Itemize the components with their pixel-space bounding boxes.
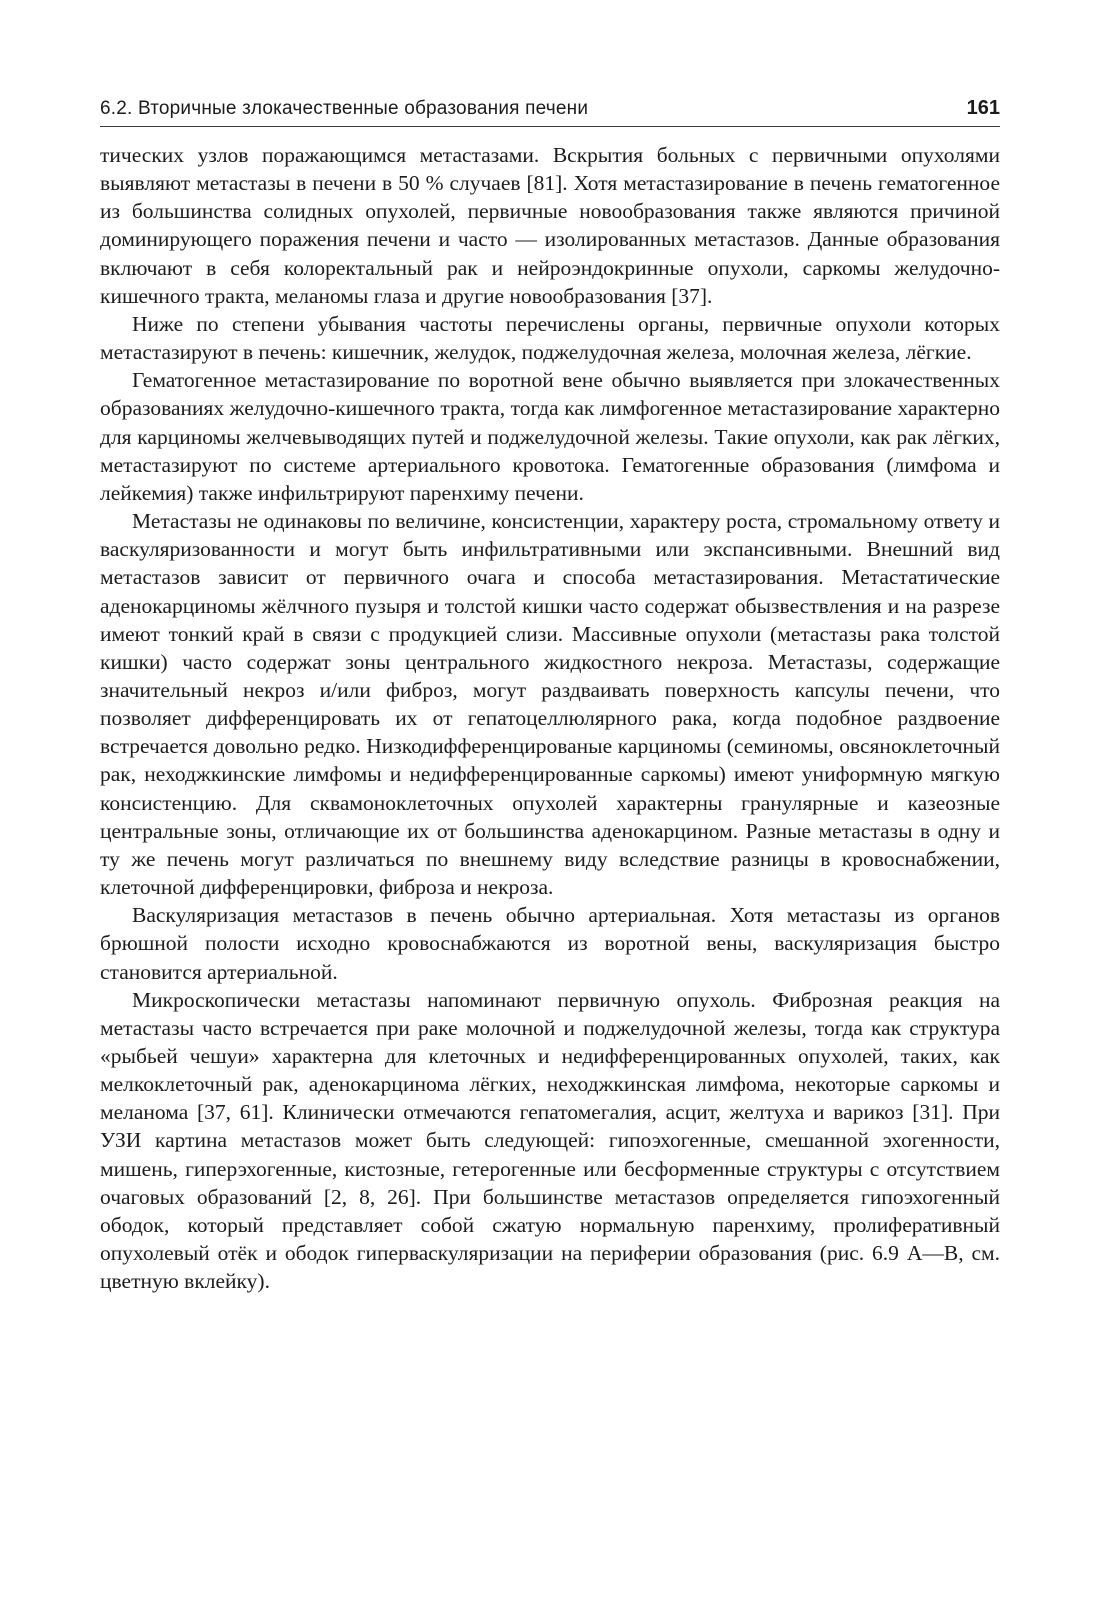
page-body xyxy=(100,141,1000,1295)
paragraph: Васкуляризация метастазов в печень обычно артериальная. Хотя метастазы из органов брюшной полости исходно кровоснабжаются из воротной вены, васкуляризация быстро становится артериальной. xyxy=(100,903,1000,984)
running-header-title: 6.2. Вторичные злокачественные образования печени xyxy=(100,98,589,119)
paragraph: Метастазы не одинаковы по величине, консистенции, характеру роста, стромальному ответу и васкуляризованности и могут быть инфильтративными или экспансивными. Внешний вид метастазов зависит от первичного очага и способа метастазирования. Метастатические аденокарциномы жёлчного пузыря и толстой кишки часто содержат обызвествления и на разрезе имеют тонкий край в связи с продукцией слизи. Массивные опухоли (метастазы рака толстой кишки) часто содержат зоны центрального жидкостного некроза. Метастазы, содержащие значительный некроз и/или фиброз, могут раздваивать поверхность капсулы печени, что позволяет дифференцировать их от гепатоцеллюлярного рака, когда подобное раздвоение встречается довольно редко. Низкодифференцированые карциномы (семиномы, овсяноклеточный рак, неходжкинские лимфомы и недифференцированные саркомы) имеют униформную мягкую консистенцию. Для сквамоноклеточных опухолей характерны гранулярные и казеозные центральные зоны, отличающие их от большинства аденокарцином. Разные метастазы в одну и ту же печень могут различаться по внешнему виду вследствие разницы в кровоснабжении, клеточной дифференцировки, фиброза и некроза. xyxy=(100,509,1000,900)
paragraph-continued: тических узлов поражающимся метастазами. Вскрытия больных с первичными опухолями выявляют метастазы в печени в 50 % случаев [81]. Хотя метастазирование в печень гематогенное из большинства солидных опухолей, первичные новообразования также являются причиной доминирующего поражения печени и часто — изолированных метастазов. Данные образования включают в себя колоректальный рак и нейроэндокринные опухоли, саркомы желудочно-кишечного тракта, меланомы глаза и другие новообразования [37]. xyxy=(100,143,1000,308)
running-header xyxy=(100,96,1000,127)
paragraph: Ниже по степени убывания частоты перечислены органы, первичные опухоли которых метастазируют в печень: кишечник, желудок, поджелудочная железа, молочная железа, лёгкие. xyxy=(100,311,1000,365)
paragraph: Гематогенное метастазирование по воротной вене обычно выявляется при злокачественных образованиях желудочно-кишечного тракта, тогда как лимфогенное метастазирование характерно для карциномы желчевыводящих путей и поджелудочной железы. Такие опухоли, как рак лёгких, метастазируют по системе артериального кровотока. Гематогенные образования (лимфома и лейкемия) также инфильтрируют паренхиму печени. xyxy=(100,368,1000,505)
paragraph: Микроскопически метастазы напоминают первичную опухоль. Фиброзная реакция на метастазы часто встречается при раке молочной и поджелудочной железы, тогда как структура «рыбьей чешуи» характерна для клеточных и недифференцированных опухолей, таких, как мелкоклеточный рак, аденокарцинома лёгких, неходжкинская лимфома, некоторые саркомы и меланома [37, 61]. Клинически отмечаются гепатомегалия, асцит, желтуха и варикоз [31]. При УЗИ картина метастазов может быть следующей: гипоэхогенные, смешанной эхогенности, мишень, гиперэхогенные, кистозные, гетерогенные или бесформенные структуры с отсутствием очаговых образований [2, 8, 26]. При большинстве метастазов определяется гипоэхогенный ободок, который представляет собой сжатую нормальную паренхиму, пролиферативный опухолевый отёк и ободок гиперваскуляризации на периферии образования (рис. 6.9 А—В, см. цветную вклейку). xyxy=(100,987,1000,1294)
page-number: 161 xyxy=(966,97,1000,119)
